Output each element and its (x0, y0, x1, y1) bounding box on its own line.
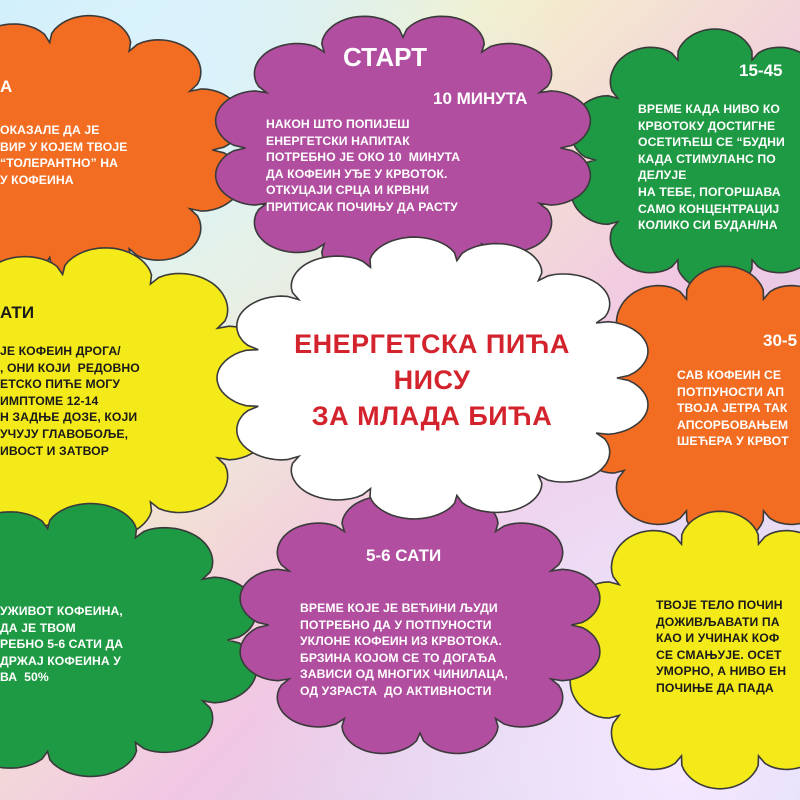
right-bottom-text: ТВОЈЕ ТЕЛО ПОЧИН ДОЖИВЉАВАТИ ПА КАО И УЧИНАК КОФ СЕ СМАЊУЈЕ. ОСЕТ УМОРНО, А НИВО ЕН ПОЧИЊЕ ДА ПАДА (656, 598, 787, 695)
right-middle-time: 30-5 (763, 331, 798, 350)
left-top-text: ОКАЗАЛЕ ДА ЈЕ ВИР У КОЈЕМ ТВОЈЕ “ТОЛЕРАНТНО” НА У КОФЕИНА (0, 123, 128, 187)
right-top-time: 15-45 (739, 61, 783, 80)
left-bottom-text: УЖИВОТ КОФЕИНА, ДА ЈЕ ТВОМ РЕБНО 5-6 САТИ ДА ДРЖАЈ КОФЕИНА У ВА 50% (0, 604, 124, 685)
right-top-text: ВРЕМЕ КАДА НИВО КО КРВОТОКУ ДОСТИГНЕ ОСЕТИЋЕШ СЕ “БУДНИ КАДА СТИМУЛАНС ПО ДЕЛУЈЕ НА ТЕБЕ, ПОГОРШАВА САМО КОНЦЕНТРАЦИЈ КОЛИКО СИ БУДАН/НА (638, 102, 785, 233)
start-text: НАКОН ШТО ПОПИЈЕШ ЕНЕРГЕТСКИ НАПИТАК ПОТРЕБНО ЈЕ ОКО 10 МИНУТА ДА КОФЕИН УЂЕ У КРВОТОК. ОТКУЦАЈИ СРЦА И КРВНИ ПРИТИСАК ПОЧИЊУ ДА РАСТУ (266, 117, 461, 214)
left-top-time: А (0, 77, 13, 96)
main-title: ЕНЕРГЕТСКА ПИЋА НИСУ ЗА МЛАДА БИЋА (294, 329, 570, 431)
left-middle-time: АТИ (0, 303, 35, 322)
start-header: СТАРТ (343, 42, 428, 72)
start-time: 10 МИНУТА (433, 89, 528, 108)
left-middle-text: ЈЕ КОФЕИН ДРОГА/ , ОНИ КОЈИ РЕДОВНО ЕТСКО ПИЋЕ МОГУ ИМПТОМЕ 12-14 Н ЗАДЊЕ ДОЗЕ, КОЈИ УЧУЈУ ГЛАВОБОЉЕ, ИВОСТ И ЗАТВОР (0, 344, 140, 458)
bottom-center-time: 5-6 САТИ (366, 546, 442, 565)
right-middle-text: САВ КОФЕИН СЕ ПОТПУНОСТИ АП ТВОЈА ЈЕТРА ТАК АПСОРБОВАЊЕМ ШЕЋЕРА У КРВОТ (677, 368, 789, 449)
bottom-center-text: ВРЕМЕ КОЈЕ ЈЕ ВЕЋИНИ ЉУДИ ПОТРЕБНО ДА У ПОТПУНОСТИ УКЛОНЕ КОФЕИН ИЗ КРВОТОКА. БРЗИНА КОЈОМ СЕ ТО ДОГАЂА ЗАВИСИ ОД МНОГИХ ЧИНИЛАЦА, ОД УЗРАСТА ДО АКТИВНОСТИ (300, 601, 508, 698)
